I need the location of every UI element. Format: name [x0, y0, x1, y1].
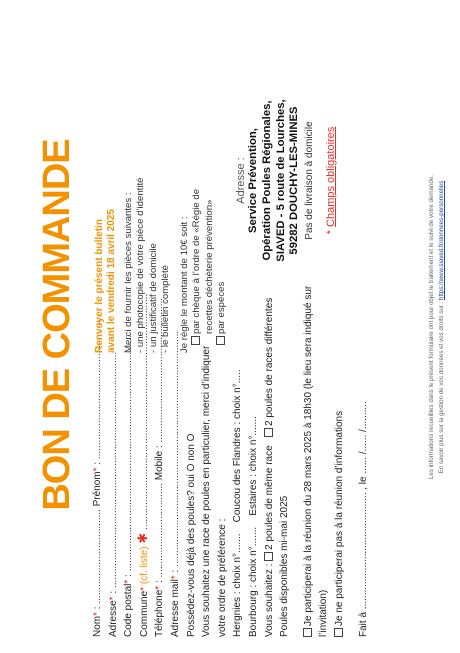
code-postal-line: Code postal* : ..................................................................................... [123, 335, 135, 637]
race-bourbourg[interactable]: Bourbourg : choix n°....... [247, 526, 259, 637]
reunion-yes-line: Je participerai à la réunion du 28 mars 2025 à 18h30 (le lieu sera indiqué sur [301, 157, 317, 637]
reunion-yes-line-2: l’invitation) [318, 589, 330, 637]
adresse-field[interactable]: ..................................................................................... [107, 351, 119, 589]
telephone-label: Téléphone [154, 589, 166, 637]
livraison-note: Pas de livraison à domicile [304, 121, 316, 240]
checkbox-especes[interactable] [216, 336, 225, 345]
poules-question[interactable]: Possédez-vous déjà des poules? oui O non O [185, 433, 197, 637]
adresse-label: Adresse [107, 600, 119, 637]
checkbox-cheque[interactable] [191, 336, 200, 345]
email-label: Adresse mail [169, 579, 181, 637]
adresse-line: Adresse* : ..................................................................................... [107, 351, 119, 637]
commune-line: Commune* (cf. liste) ✱ ..................................................................................... [134, 293, 150, 637]
nom-field[interactable]: .................................. [92, 509, 103, 604]
address-line-4: 59282 DOUCHY-LES-MINES [288, 106, 301, 255]
race-question-1: Vous souhaitez une race de poules en particulier, merci d’indiquer [201, 345, 213, 637]
email-field[interactable]: ..................................................................................... [169, 330, 181, 567]
star-icon: ✱ [134, 532, 150, 544]
telephone-line: Téléphone* : .................................. Mobile : .................................................... [154, 297, 166, 637]
checkbox-races-differentes[interactable] [264, 428, 273, 437]
commune-field[interactable]: ..................................................................................... [138, 293, 150, 530]
race-hergnies[interactable]: Hergnies : choix n°....... [232, 533, 244, 637]
race-estaires[interactable]: Estaires : choix n°....... [247, 416, 259, 516]
commune-list-link[interactable]: (cf. liste) [138, 546, 150, 585]
cheque-line-2: recettes déchèterie prévention» [203, 199, 215, 334]
cheque-line-1: par chèque à l’ordre de «Régie de [191, 8, 204, 353]
checkbox-reunion-yes[interactable] [303, 628, 312, 637]
commune-label: Commune [138, 590, 150, 637]
pieces-intro: Merci de fournir les pièces suivantes : [122, 192, 134, 353]
address-line-2: Opération Poules Régionales, [261, 100, 274, 261]
privacy-link[interactable]: https://www.siaved.fr/donnees-personnelles [437, 180, 445, 300]
telephone-field[interactable]: .................................. [154, 483, 166, 578]
nom-label: Nom [92, 615, 103, 637]
piece-2: - un justificatif de domicile [147, 243, 159, 353]
prenom-label: Prénom [92, 471, 103, 507]
reunion-no-line: Je ne participerai pas à la réunion d’informations [332, 157, 348, 637]
race-question-2: votre ordre de préférence : [216, 518, 228, 637]
footer-line-2: En savoir plus sur la gestion de vos données et vos droits sur : https://www.siaved.fr/donnees-personnelles [437, 180, 445, 474]
souhait-label: Vous souhaitez : [263, 563, 275, 637]
checkbox-reunion-no[interactable] [334, 628, 343, 637]
code-postal-field[interactable]: ..................................................................................... [123, 335, 135, 572]
postal-address [235, 8, 317, 353]
address-line-3: SIAVED - 5 route de Lourches, [274, 99, 287, 262]
deadline-line-1: Renvoyer le présent bulletin [94, 219, 105, 353]
checkbox-meme-race[interactable] [264, 552, 273, 561]
montant-line: Je règle le montant de 10€ soit : [178, 216, 190, 353]
especes-line: par espèces [216, 8, 229, 353]
address-label: Adresse : [234, 157, 247, 204]
instructions-column [94, 8, 337, 353]
required-fields-note: * Champs obligatoires [324, 126, 337, 235]
race-coucou[interactable]: Coucou des Flandres : choix n°..... [232, 369, 244, 523]
address-line-1: Service Prévention, [247, 128, 260, 233]
form-title: BON DE COMMANDE [36, 139, 78, 511]
piece-3: - le bulletin complété [160, 265, 172, 353]
mobile-field[interactable]: .................................................... [154, 297, 166, 443]
code-postal-label: Code postal [123, 583, 135, 637]
mobile-label: Mobile : [154, 445, 166, 481]
privacy-footer [427, 17, 447, 637]
email-line: Adresse mail* : ..................................................................................... [169, 330, 181, 637]
piece-1: - une photocopie de votre pièce d’identité [135, 177, 147, 353]
deadline-line-2: avant le vendredi 18 avril 2025 [106, 209, 118, 353]
fait-a-line[interactable]: Fait à .......................................... , le ...... /...... /.......... [357, 401, 369, 637]
souhait-line: Vous souhaitez : 2 poules de même race 2 poules de races différentes [263, 297, 275, 637]
prenom-field[interactable]: .................................................... [92, 314, 103, 460]
nom-prenom-line: Nom* : .................................. Prénom* : .................................................... [92, 314, 103, 637]
footer-line-1: Les informations recueillies dans le présent formulaire ont pour objet le traitement et le suivi de votre demande. [428, 174, 435, 480]
dispo-line: Poules disponibles mi-mai 2025 [279, 495, 291, 637]
